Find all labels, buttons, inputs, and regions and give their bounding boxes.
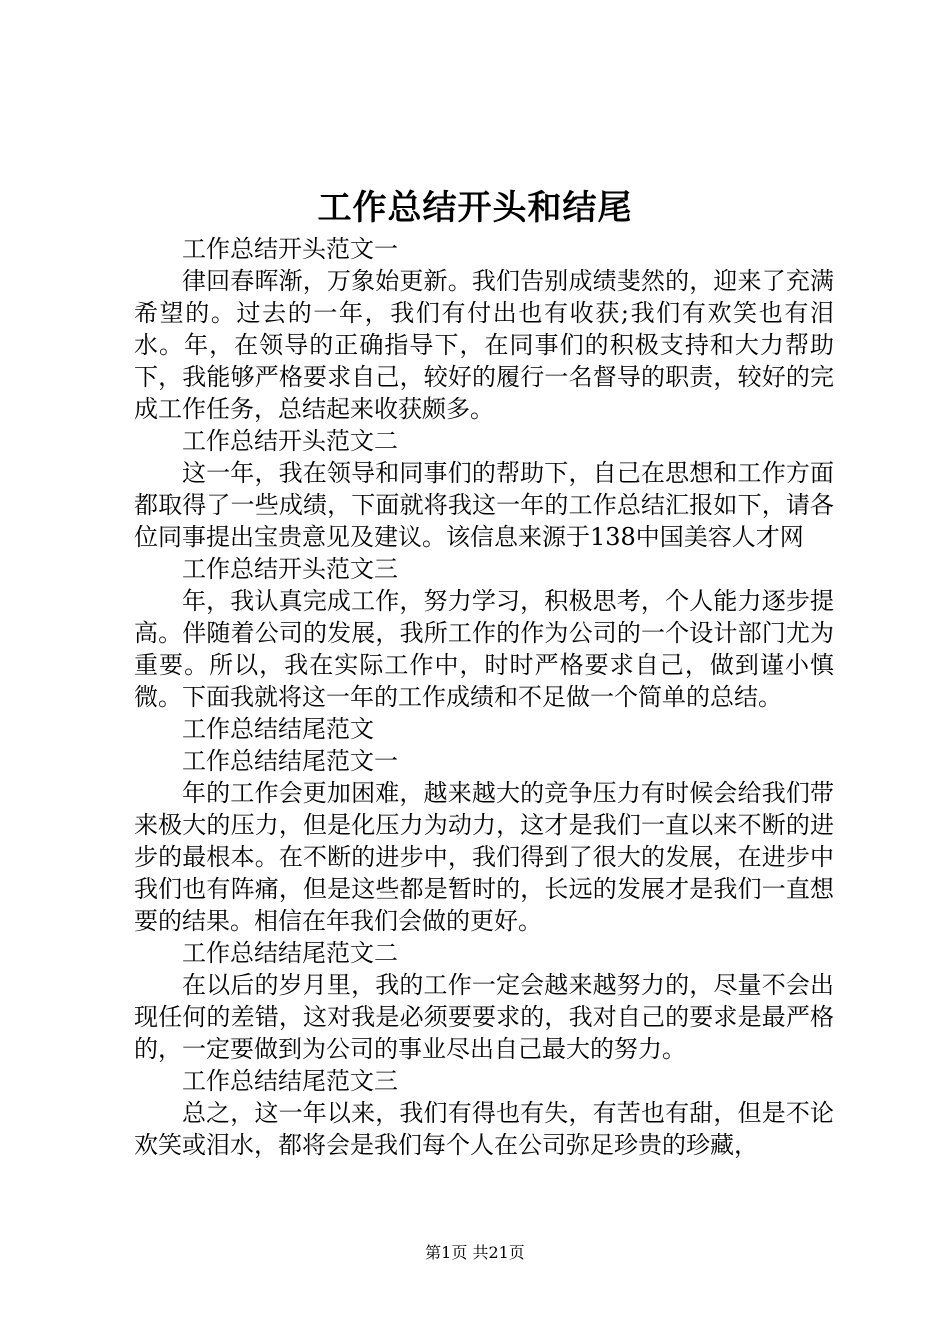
section-heading: 工作总结开头范文一	[182, 235, 398, 263]
section-heading: 工作总结结尾范文一	[182, 747, 398, 775]
paragraph: 这一年，我在领导和同事们的帮助下，自己在思想和工作方面都取得了一些成绩，下面就将我这一年的工作总结汇报如下，请各位同事提出宝贵意见及建议。该信息来源于138中国美容人才网	[134, 459, 834, 551]
section-heading: 工作总结结尾范文二	[182, 939, 398, 967]
paragraph: 律回春晖渐，万象始更新。我们告别成绩斐然的，迎来了充满希望的。过去的一年，我们有付出也有收获;我们有欢笑也有泪水。年，在领导的正确指导下，在同事们的积极支持和大力帮助下，我能够严格要求自己，较好的履行一名督导的职责，较好的完成工作任务，总结起来收获颇多。	[134, 267, 834, 423]
section-heading: 工作总结开头范文二	[182, 427, 398, 455]
page-title: 工作总结开头和结尾	[317, 188, 633, 228]
section-heading: 工作总结结尾范文三	[182, 1067, 398, 1095]
document-body	[134, 233, 834, 1161]
paragraph: 总之，这一年以来，我们有得也有失，有苦也有甜，但是不论欢笑或泪水，都将会是我们每个人在公司弥足珍贵的珍藏，	[134, 1099, 834, 1159]
paragraph: 在以后的岁月里，我的工作一定会越来越努力的，尽量不会出现任何的差错，这对我是必须要要求的，我对自己的要求是最严格的，一定要做到为公司的事业尽出自己最大的努力。	[134, 971, 834, 1063]
page-footer: 第1页 共21页	[425, 1243, 525, 1262]
section-heading: 工作总结开头范文三	[182, 555, 398, 583]
section-heading: 工作总结结尾范文	[182, 715, 374, 743]
paragraph: 年，我认真完成工作，努力学习，积极思考，个人能力逐步提高。伴随着公司的发展，我所工作的作为公司的一个设计部门尤为重要。所以，我在实际工作中，时时严格要求自己，做到谨小慎微。下面我就将这一年的工作成绩和不足做一个简单的总结。	[134, 587, 834, 711]
paragraph: 年的工作会更加困难，越来越大的竞争压力有时候会给我们带来极大的压力，但是化压力为动力，这才是我们一直以来不断的进步的最根本。在不断的进步中，我们得到了很大的发展，在进步中我们也有阵痛，但是这些都是暂时的，长远的发展才是我们一直想要的结果。相信在年我们会做的更好。	[134, 779, 834, 935]
